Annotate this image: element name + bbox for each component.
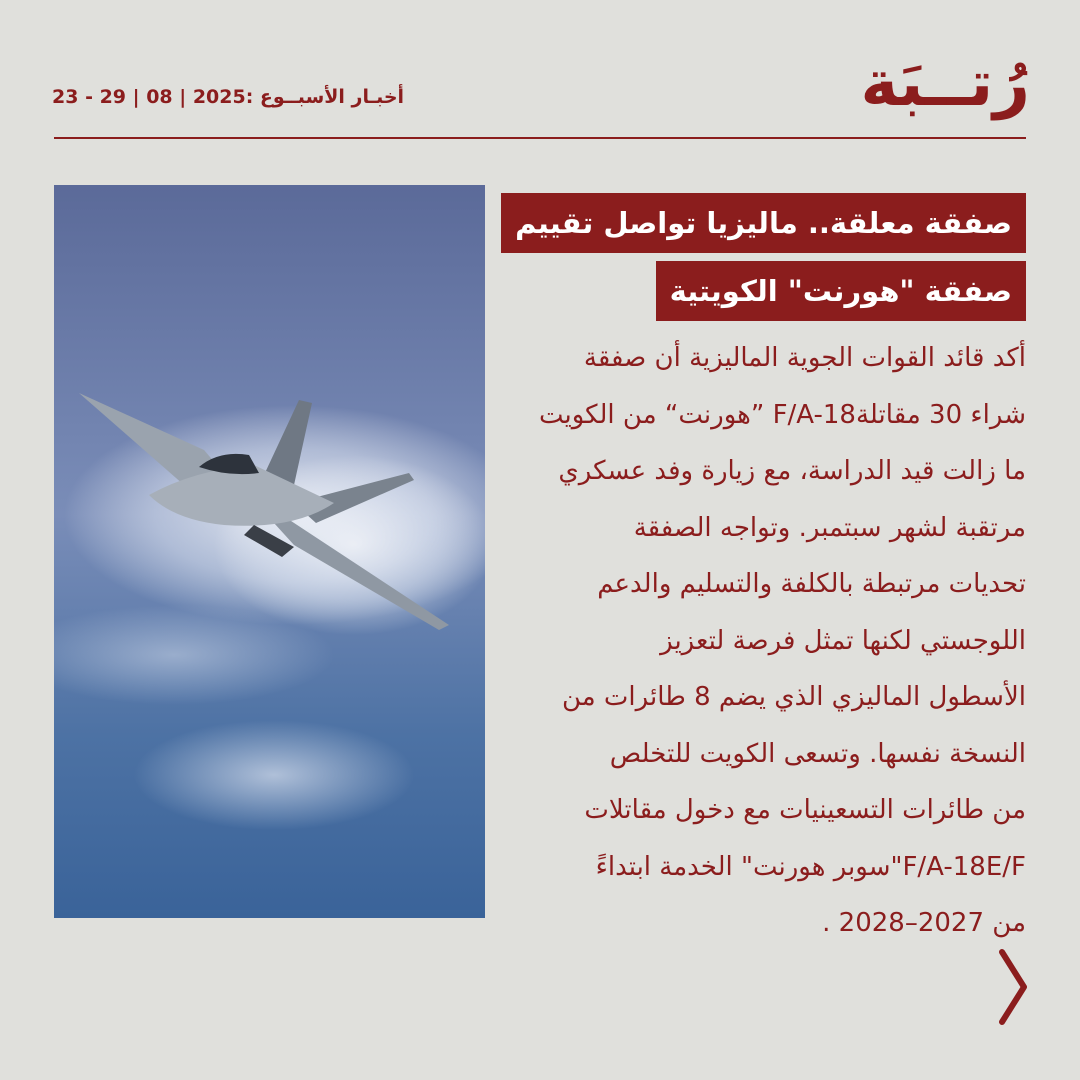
fighter-jet-photo <box>54 185 485 918</box>
body-line: F/A-18E/F"سوبر هورنت" الخدمة ابتداءً <box>595 851 1026 882</box>
brand-logo: رُتــبَة <box>860 47 1030 121</box>
body-line: مرتقبة لشهر سبتمبر. وتواجه الصفقة <box>633 512 1026 543</box>
body-line: من طائرات التسعينيات مع دخول مقاتلات <box>584 795 1026 825</box>
article-body <box>536 330 1026 952</box>
body-line: تحديات مرتبطة بالكلفة والتسليم والدعم <box>597 569 1026 599</box>
body-line: اللوجستي لكنها تمثل فرصة لتعزيز <box>660 625 1026 656</box>
header-divider <box>54 137 1026 139</box>
headline-line-1: صفقة معلقة.. ماليزيا تواصل تقييم <box>501 193 1026 253</box>
week-label: أخبـار الأسبــوع :2025 | 08 | 29 - 23 <box>52 86 405 108</box>
body-line: أكد قائد القوات الجوية الماليزية أن صفقة <box>583 343 1026 373</box>
body-line: من 2027–2028 . <box>822 908 1026 938</box>
body-line: ما زالت قيد الدراسة، مع زيارة وفد عسكري <box>558 456 1026 486</box>
headline-line-2: صفقة "هورنت" الكويتية <box>656 261 1026 321</box>
body-line: شراء 30 مقاتلةF/A-18 ”هورنت“ من الكويت <box>538 399 1026 430</box>
body-line: النسخة نفسها. وتسعى الكويت للتخلص <box>609 738 1026 769</box>
body-line: الأسطول الماليزي الذي يضم 8 طائرات من <box>561 682 1026 712</box>
chevron-right-icon[interactable] <box>996 948 1030 1026</box>
